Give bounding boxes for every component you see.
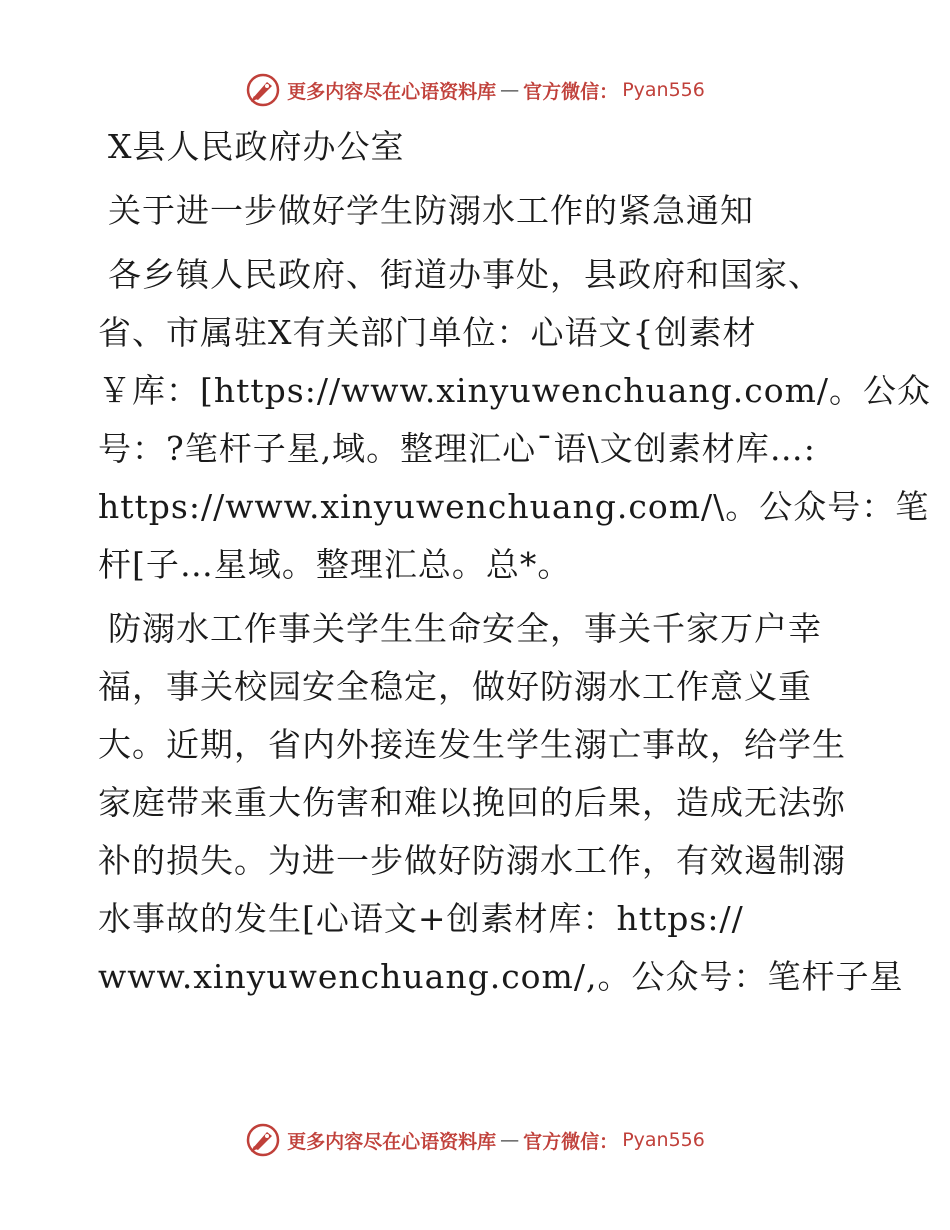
paragraph-line: 杆[子…星域。整理汇总。总*。 — [98, 545, 572, 584]
doc-title: 关于进一步做好学生防溺水工作的紧急通知 — [108, 191, 754, 230]
doc-org: X县人民政府办公室 — [108, 127, 405, 166]
banner-wechat-label: 官方微信： — [523, 1130, 619, 1153]
paragraph-line: 防溺水工作事关学生生命安全，事关千家万户幸 — [108, 609, 822, 648]
header-watermark-banner — [0, 70, 950, 110]
paragraph-line: 省、市属驻X有关部门单位：心语文{创素材 — [98, 313, 757, 352]
paragraph-line: 福，事关校园安全稳定，做好防溺水工作意义重 — [98, 667, 812, 706]
banner-separator: — — [500, 79, 520, 101]
banner-site-text: 更多内容尽在心语资料库 — [287, 80, 497, 103]
body-paragraph — [98, 600, 904, 1006]
paragraph-line: 补的损失。为进一步做好防溺水工作，有效遏制溺 — [98, 841, 846, 880]
banner-site-text: 更多内容尽在心语资料库 — [287, 1130, 497, 1153]
banner-wechat-label: 官方微信： — [523, 80, 619, 103]
banner-separator: — — [500, 1129, 520, 1151]
pen-nib-logo-icon — [245, 1122, 281, 1158]
paragraph-line: 各乡镇人民政府、街道办事处，县政府和国家、 — [108, 255, 822, 294]
paragraph-line: 号：?笔杆子星,域。整理汇心¯语\文创素材库…: — [98, 429, 816, 468]
banner-wechat-id: Pyan556 — [622, 1129, 705, 1151]
banner-wechat-id: Pyan556 — [622, 79, 705, 101]
paragraph-line: 水事故的发生[心语文+创素材库：https:// — [98, 899, 744, 938]
addressee-paragraph — [98, 246, 932, 594]
paragraph-line: www.xinyuwenchuang.com/,。公众号：笔杆子星 — [98, 957, 904, 996]
paragraph-line: 大。近期，省内外接连发生学生溺亡事故，给学生 — [98, 725, 846, 764]
document-body — [98, 118, 932, 1006]
paragraph-line: ￥库：[https://www.xinyuwenchuang.com/。公众 — [98, 371, 932, 410]
pen-nib-logo-icon — [245, 72, 281, 108]
paragraph-line: 家庭带来重大伤害和难以挽回的后果，造成无法弥 — [98, 783, 846, 822]
paragraph-line: https://www.xinyuwenchuang.com/\。公众号：笔 — [98, 487, 930, 526]
footer-watermark-banner — [0, 1120, 950, 1160]
